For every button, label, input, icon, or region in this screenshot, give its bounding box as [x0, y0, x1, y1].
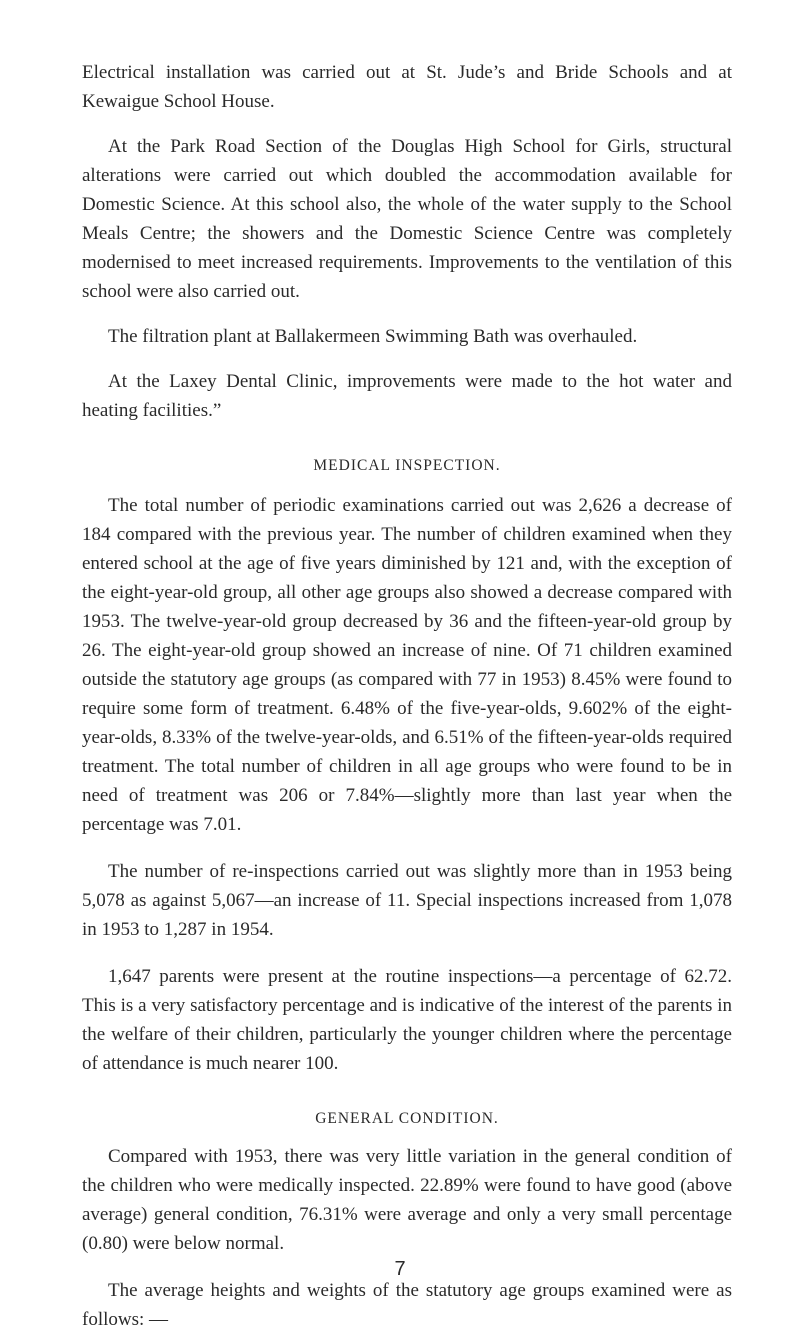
- paragraph-re-inspections: The number of re-inspections carried out was slightly more than in 1953 being 5,078 as against 5,067—an increase of 11. Special inspections increased from 1,078 in 1953 to 1,287 in 1954.: [82, 861, 732, 940]
- paragraph-electrical-installation: Electrical installation was carried out at St. Jude’s and Bride Schools and at Kewaigue School House.: [82, 62, 732, 112]
- paragraph-park-road-section: At the Park Road Section of the Douglas High School for Girls, structural alterations were carried out which doubled the accommodation available for Domestic Science. At this school also, the whole of the water supply to the School Meals Centre; the showers and the Domestic Science Centre was completely modernised to meet increased requirements. Improvements to the ventilation of this school were also carried out.: [82, 136, 732, 302]
- paragraph-general-condition: Compared with 1953, there was very little variation in the general condition of the children who were medically inspected. 22.89% were found to have good (above average) general condition, 76.31% were average and only a very small percentage (0.80) were below normal.: [82, 1146, 732, 1254]
- paragraph-filtration-plant: The filtration plant at Ballakermeen Swimming Bath was overhauled.: [108, 326, 638, 347]
- page-number: 7: [394, 1258, 406, 1280]
- paragraph-laxey-dental-clinic: At the Laxey Dental Clinic, improvements were made to the hot water and heating facilities.”: [82, 371, 732, 421]
- paragraph-periodic-examinations: The total number of periodic examinations carried out was 2,626 a decrease of 184 compared with the previous year. The number of children examined when they entered school at the age of five years diminished by 121 and, with the exception of the eight-year-old group, all other age groups also showed a decrease compared with 1953. The twelve-year-old group decreased by 36 and the fifteen-year-old group by 26. The eight-year-old group showed an increase of nine. Of 71 children examined outside the statutory age groups (as compared with 77 in 1953) 8.45% were found to require some form of treatment. 6.48% of the five-year-olds, 9.602% of the eight-year-olds, 8.33% of the twelve-year-olds, and 6.51% of the fifteen-year-olds required treatment. The total number of children in all age groups who were found to be in need of treatment was 206 or 7.84%—slightly more than last year when the percentage was 7.01.: [82, 495, 732, 835]
- paragraph-heights-weights: The average heights and weights of the statutory age groups examined were as follows: —: [82, 1280, 732, 1330]
- heading-medical-inspection: MEDICAL INSPECTION.: [313, 457, 501, 474]
- document-page: [82, 58, 732, 1334]
- paragraph-parents-present: 1,647 parents were present at the routine inspections—a percentage of 62.72. This is a very satisfactory percentage and is indicative of the interest of the parents in the welfare of their children, particularly the younger children where the percentage of attendance is much nearer 100.: [82, 966, 732, 1074]
- heading-general-condition: GENERAL CONDITION.: [315, 1110, 499, 1127]
